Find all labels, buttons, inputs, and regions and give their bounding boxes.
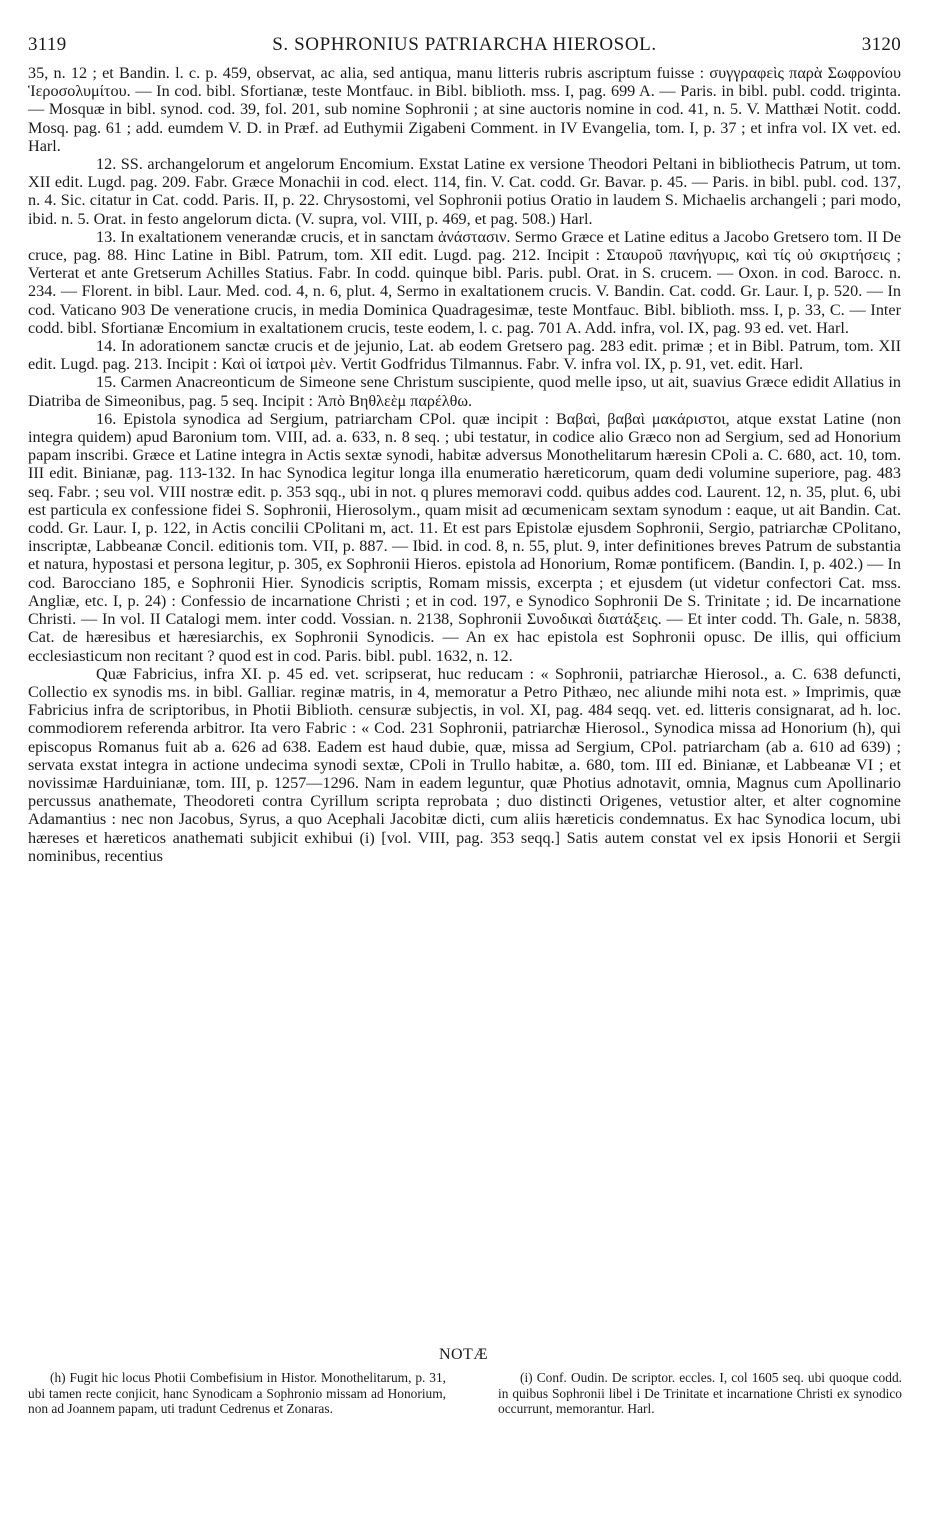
paragraph: 16. Epistola synodica ad Sergium, patriarcham CPol. quæ incipit : Βαβαὶ, βαβαὶ μακάριστοι, atque exstat Latine (non integra quidem) apud Baronium tom. VIII, ad. a. 633, n. 8 seq. ; ubi testatur, in codice alio Græco non ad Sergium, sed ad Honorium papam inscribi. Græce et Latine integra in Actis sextæ synodi, habitæ adversus Monothelitarum hæresin CPoli a. C. 680, act. 10, tom. III edit. Binianæ, pag. 113-132. In hac Synodica legitur longa illa enumeratio hæreticorum, quam dedi volumine superiore, pag. 483 seq. Fabr. ; seu vol. VIII nostræ edit. p. 353 sqq., ubi in not. q plures memoravi codd. quibus addes cod. Laurent. 12, n. 35, plut. 6, ubi est particula ex confessione fidei S. Sophronii, Hierosolym., quam misit ad œcumenicam sextam synodum : eaque, ut ait Bandin. Cat. codd. Gr. Laur. I, p. 122, in Actis concilii CPolitani m, act. 11. Et est pars Epistolæ ejusdem Sophronii, Sergio, patriarchæ CPolitano, inscriptæ, Labbeanæ Concil. editionis tom. VII, p. 887. — Ibid. in cod. 8, n. 55, plut. 9, inter definitiones breves Patrum de substantia et natura, hypostasi et persona legitur, p. 305, ex Sophronii Hieros. epistola ad Honorium, Romæ pontificem. (Bandin. I, p. 402.) — In cod. Barocciano 185, e Sophronii Hier. Synodicis scriptis, Romam missis, excerpta ; et ejusdem (ut videtur confectori Cat. mss. Angliæ, etc. I, p. 24) : Confessio de incarnatione Christi ; et in cod. 197, e Synodico Sophronii De S. Trinitate ; id. De incarnatione Christi. — In vol. II Catalogi mem. inter codd. Vossian. n. 2138, Sophronii Συνοδικαὶ διατάξεις. — Et inter codd. Th. Gale, n. 5838, Cat. de hæresibus et hæresiarchis, ex Sophronii Synodicis. — An ex hac epistola est Sophronii opusc. De illis, qui officium ecclesiasticum non recitant ? quod est in cod. Paris. bibl. publ. 1632, n. 12. bbox=[28, 409, 901, 665]
left-column-number: 3119 bbox=[28, 34, 67, 55]
running-title: S. SOPHRONIUS PATRIARCHA HIEROSOL. bbox=[272, 34, 657, 55]
footnote-h: (h) Fugit hic locus Photii Combefisium in Histor. Monothelitarum, p. 31, ubi tamen recte conjicit, hanc Synodicam a Sophronio missam ad Honorium, non ad Joannem papam, uti tradunt Cedrenus et Zonaras. bbox=[28, 1370, 446, 1417]
paragraph: 15. Carmen Anacreonticum de Simeone sene Christum suscipiente, quod melle ipso, ut ait, suavius Græce edidit Allatius in Diatriba de Simeonibus, pag. 5 seq. Incipit : Ἀπὸ Βηθλεὲμ παρέλθω. bbox=[28, 373, 901, 410]
right-column-number: 3120 bbox=[861, 34, 901, 55]
paragraph: 13. In exaltationem venerandæ crucis, et in sanctam ἀνάστασιν. Sermo Græce et Latine editus a Jacobo Gretsero tom. II De cruce, pag. 88. Hinc Latine in Bibl. Patrum, tom. XII edit. Lugd. pag. 212. Incipit : Σταυροῦ πανήγυρις, καὶ τίς οὐ σκιρτήσεις ; Verterat et ante Gretserum Achilles Statius. Fabr. In codd. quinque bibl. Paris. publ. Orat. in S. crucem. — Oxon. in cod. Barocc. n. 234. — Florent. in bibl. Laur. Med. cod. 4, n. 6, plut. 4, Sermo in exaltationem crucis. V. Bandin. Cat. codd. Gr. Laur. I, p. 520. — In cod. Vaticano 903 De veneratione crucis, in media Dominica Quadragesimæ, teste Montfauc. Bibl. biblioth. mss. I, p. 33, C. — Inter codd. bibl. Sfortianæ Encomium in exaltationem crucis, teste eodem, l. c. pag. 701 A. Add. infra, vol. IX, pag. 93 ed. vet. Harl. bbox=[28, 227, 901, 337]
paragraph: Quæ Fabricius, infra XI. p. 45 ed. vet. scripserat, huc reducam : « Sophronii, patriarchæ Hierosol., a. C. 638 defuncti, Collectio ex synodis ms. in bibl. Galliar. reginæ matris, in 4, memoratur a Petro Pithæo, nec aliunde mihi nota est. » Imprimis, quæ Fabricius infra de scriptoribus, in Photii Biblioth. censuræ subjectis, in vol. XI, pag. 484 seqq. vet. ed. litteris consignarat, ad h. loc. commodiorem referenda arbitror. Ita vero Fabric : « Cod. 231 Sophronii, patriarchæ Hierosol., Synodica missa ad Honorium (h), qui episcopus Romanus fuit ab a. 626 ad 638. Eadem est haud dubie, quæ, missa ad Sergium, CPol. patriarcham (ab a. 610 ad 639) ; servata exstat integra in actione undecima synodi sextæ, CPoli in Trullo habitæ, a. 680, tom. III ed. Binianæ, et Labbeanæ VI ; et novissimæ Harduinianæ, tom. III, p. 1257—1296. Nam in eadem leguntur, quæ Photius adnotavit, omnia, Magnus cum Apollinario percussus anathemate, Theodoreti contra Cyrillum scripta reprobata ; duo distincti Origenes, vetustior alter, et alter cognomine Adamantius : nec non Jacobus, Syrus, a quo Acephali Jacobitæ dicti, cum aliis hæreticis condemnatus. Ex hac Synodica locum, ubi hæreses et hæreticos anathemati subjicit exhibui (i) [vol. VIII, pag. 353 seqq.] Satis autem constat vel ex ipsis Honorii et Sergii nominibus, recentius bbox=[28, 664, 901, 865]
page-header bbox=[28, 34, 901, 60]
paragraph: 12. SS. archangelorum et angelorum Encomium. Exstat Latine ex versione Theodori Peltani in bibliothecis Patrum, ut tom. XII edit. Lugd. pag. 209. Fabr. Græce Monachii in cod. elect. 114, fin. V. Cat. codd. Gr. Bavar. p. 45. — Paris. in bibl. publ. cod. 137, n. 4. Sic. citatur in Cat. codd. Paris. II, p. 22. Chrysostomi, vel Sophronii potius Oratio in laudem S. Michaelis archangeli ; pari modo, ibid. n. 5. Orat. in festo angelorum dicta. (V. supra, vol. VIII, p. 469, et pag. 508.) Harl. bbox=[28, 155, 901, 228]
paragraph: 14. In adorationem sanctæ crucis et de jejunio, Lat. ab eodem Gretsero pag. 283 edit. primæ ; et in Bibl. Patrum, tom. XII edit. Lugd. pag. 213. Incipit : Καὶ οἱ ἰατροὶ μὲν. Vertit Godfridus Tilmannus. Fabr. V. infra vol. IX, p. 91, vet. edit. Harl. bbox=[28, 337, 901, 374]
footnote-right bbox=[498, 1370, 902, 1417]
notes-heading: NOTÆ bbox=[438, 1346, 489, 1363]
footnote-i: (i) Conf. Oudin. De scriptor. eccles. I, col 1605 seq. ubi quoque codd. in quibus Sophronii libel i De Trinitate et incarnatione Christi ex synodico occurrunt, memorantur. Harl. bbox=[498, 1370, 902, 1417]
footnote-left bbox=[28, 1370, 446, 1417]
main-text bbox=[28, 64, 901, 865]
paragraph: 35, n. 12 ; et Bandin. l. c. p. 459, observat, ac alia, sed antiqua, manu litteris rubris ascriptum fuisse : συγγραφεὶς παρὰ Σωφρονίου Ἱεροσολυμίτου. — In cod. bibl. Sfortianæ, teste Montfauc. in Bibl. biblioth. mss. I, pag. 699 A. — Paris. in bibl. publ. codd. triginta. — Mosquæ in bibl. synod. cod. 39, fol. 201, sub nomine Sophronii ; at sine auctoris nomine in cod. 41, n. 5. V. Matthæi Notit. codd. Mosq. pag. 61 ; add. eumdem V. D. in Præf. ad Euthymii Zigabeni Comment. in IV Evangelia, tom. I, p. 37 ; et infra vol. IX vet. ed. Harl. bbox=[28, 64, 901, 155]
